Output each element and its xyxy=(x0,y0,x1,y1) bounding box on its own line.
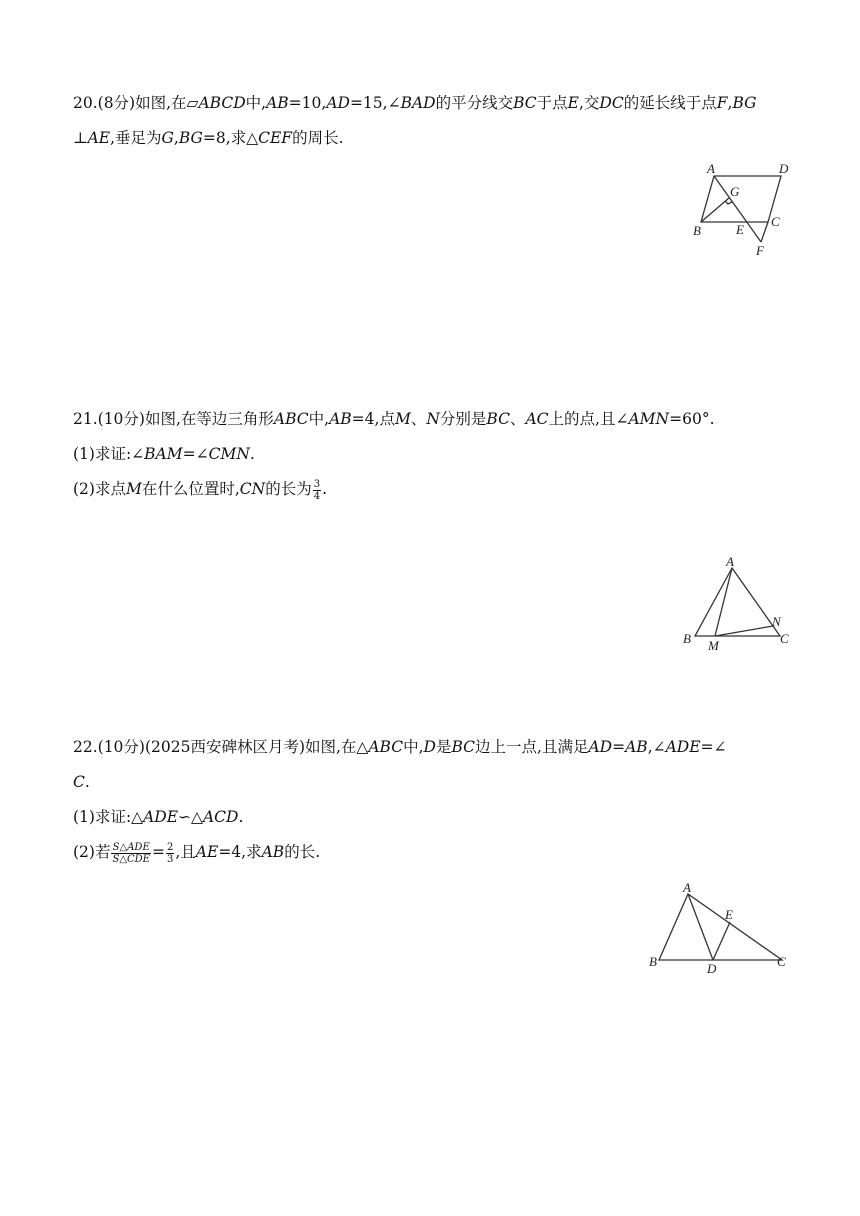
math-var: N xyxy=(426,410,440,428)
text-segment: (2)求点 xyxy=(73,480,126,498)
text-segment: 的平分线交 xyxy=(435,94,514,112)
figure-parallelogram-svg xyxy=(688,158,798,262)
math-var: AB xyxy=(261,843,285,861)
math-var: AE xyxy=(87,129,111,147)
math-var: BG xyxy=(178,129,203,147)
label-c: C xyxy=(777,954,786,969)
math-var: BAM xyxy=(144,445,183,463)
segment-am xyxy=(715,568,732,636)
text-segment: ,垂足为 xyxy=(110,129,162,147)
text-segment: 、 xyxy=(410,410,427,428)
text-segment: 是 xyxy=(435,738,452,756)
math-var: ACD xyxy=(202,808,239,826)
label-m: M xyxy=(708,638,719,653)
fraction-numerator: S△ADE xyxy=(112,841,150,853)
math-var: ABC xyxy=(368,738,404,756)
text-segment: 在什么位置时, xyxy=(141,480,240,498)
problem-20-line-1 xyxy=(73,86,795,121)
text-segment: = xyxy=(151,843,165,861)
label-a: A xyxy=(683,880,691,895)
label-a: A xyxy=(707,161,715,176)
math-var: AB xyxy=(625,738,648,756)
text-segment: . xyxy=(238,808,244,826)
fraction-denominator: 4 xyxy=(313,490,321,502)
math-var: CEF xyxy=(258,129,293,147)
label-e: E xyxy=(725,907,733,922)
math-var: AE xyxy=(195,843,219,861)
text-segment: =4,求 xyxy=(218,843,262,861)
label-g: G xyxy=(730,184,740,199)
label-n: N xyxy=(772,614,781,629)
math-var: ABCD xyxy=(198,94,246,112)
math-var: ADE xyxy=(143,808,179,826)
fraction-numerator: 3 xyxy=(313,478,321,490)
text-segment: 中, xyxy=(245,94,267,112)
math-var: AD xyxy=(588,738,613,756)
problem-20-line-2 xyxy=(73,121,795,156)
math-var: M xyxy=(394,410,411,428)
math-var: AB xyxy=(329,410,352,428)
parallelogram-abcd xyxy=(701,176,781,222)
math-var: E xyxy=(567,94,579,112)
math-var: ADE xyxy=(665,738,701,756)
math-var: BC xyxy=(451,738,476,756)
problem-22-line-1 xyxy=(73,730,795,765)
text-segment: 中, xyxy=(308,410,330,428)
segment-ad xyxy=(688,894,713,960)
math-var: BG xyxy=(732,94,757,112)
text-segment: 分别是 xyxy=(439,410,487,428)
triangle-abc xyxy=(695,568,780,636)
segment-cf xyxy=(761,222,768,242)
text-segment: ,∠ xyxy=(647,738,666,756)
triangle-abc xyxy=(659,894,782,960)
math-var: F xyxy=(716,94,728,112)
text-segment: . xyxy=(84,773,90,791)
problem-21 xyxy=(73,402,795,507)
text-segment: =∠ xyxy=(700,738,727,756)
text-segment: 中, xyxy=(403,738,424,756)
text-segment: 的长. xyxy=(284,843,321,861)
figure-triangle-ade xyxy=(644,880,796,976)
label-b: B xyxy=(683,631,691,646)
problem-22-line-2 xyxy=(73,765,795,800)
segment-de xyxy=(713,922,730,960)
math-var: BC xyxy=(486,410,510,428)
problem-21-part-2 xyxy=(73,472,795,507)
math-var: M xyxy=(125,480,142,498)
figure-equilateral-triangle-svg xyxy=(680,554,798,654)
text-segment: 、 xyxy=(509,410,526,428)
text-segment: (1)求证:△ xyxy=(73,808,144,826)
text-segment: . xyxy=(322,480,328,498)
text-segment: ,且 xyxy=(175,843,196,861)
figure-parallelogram xyxy=(688,158,798,262)
text-segment: (2)若 xyxy=(73,843,111,861)
label-c: C xyxy=(780,631,789,646)
text-segment: =8,求△ xyxy=(202,129,259,147)
label-a: A xyxy=(726,554,734,569)
label-b: B xyxy=(649,954,657,969)
text-segment: 22.(10分)(2025西安碑林区月考)如图,在△ xyxy=(73,738,369,756)
math-var: CN xyxy=(239,480,266,498)
text-segment: 于点 xyxy=(536,94,568,112)
right-angle-mark xyxy=(725,201,732,204)
math-var: G xyxy=(161,129,174,147)
fraction xyxy=(313,479,321,502)
math-var: AB xyxy=(266,94,289,112)
text-segment: =60°. xyxy=(669,410,715,428)
segment-mn xyxy=(715,626,773,636)
figure-equilateral-triangle xyxy=(680,554,798,654)
fraction-denominator: S△CDE xyxy=(112,853,150,865)
problem-21-part-1 xyxy=(73,437,795,472)
math-var: ABC xyxy=(273,410,309,428)
math-var: AMN xyxy=(628,410,670,428)
problem-22-part-1 xyxy=(73,800,795,835)
math-var: AC xyxy=(525,410,549,428)
label-c: C xyxy=(771,214,780,229)
figure-triangle-ade-svg xyxy=(644,880,796,976)
text-segment: = xyxy=(612,738,626,756)
math-var: CMN xyxy=(208,445,250,463)
fraction xyxy=(166,842,174,865)
label-f: F xyxy=(756,243,764,258)
text-segment: 的周长. xyxy=(292,129,344,147)
problem-22 xyxy=(73,730,795,870)
text-segment: 的延长线于点 xyxy=(623,94,717,112)
math-var: D xyxy=(423,738,436,756)
label-b: B xyxy=(693,223,701,238)
problem-21-line-1 xyxy=(73,402,795,437)
text-segment: =4,点 xyxy=(351,410,395,428)
text-segment: ⊥ xyxy=(73,129,88,147)
math-var: AD xyxy=(326,94,350,112)
text-segment: 的长为 xyxy=(265,480,312,498)
fraction-numerator: 2 xyxy=(166,841,174,853)
math-var: DC xyxy=(599,94,624,112)
text-segment: =10, xyxy=(288,94,327,112)
label-e: E xyxy=(736,222,744,237)
text-segment: , xyxy=(727,94,733,112)
text-segment: 边上一点,且满足 xyxy=(475,738,589,756)
text-segment: =15,∠ xyxy=(349,94,401,112)
math-var: BAD xyxy=(400,94,436,112)
text-segment: ∽△ xyxy=(178,808,203,826)
text-segment: 21.(10分)如图,在等边三角形 xyxy=(73,410,274,428)
label-d: D xyxy=(707,961,717,976)
area-ratio-fraction xyxy=(111,842,151,865)
math-var: C xyxy=(73,773,85,791)
label-d: D xyxy=(779,161,789,176)
text-segment: ,交 xyxy=(578,94,600,112)
text-segment: , xyxy=(173,129,179,147)
problem-20 xyxy=(73,86,795,156)
text-segment: . xyxy=(249,445,255,463)
text-segment: (1)求证:∠ xyxy=(73,445,145,463)
text-segment: =∠ xyxy=(182,445,209,463)
problem-22-part-2 xyxy=(73,835,795,870)
text-segment: 20.(8分)如图,在▱ xyxy=(73,94,199,112)
text-segment: 上的点,且∠ xyxy=(548,410,629,428)
fraction-denominator: 3 xyxy=(166,853,174,865)
math-var: BC xyxy=(513,94,537,112)
